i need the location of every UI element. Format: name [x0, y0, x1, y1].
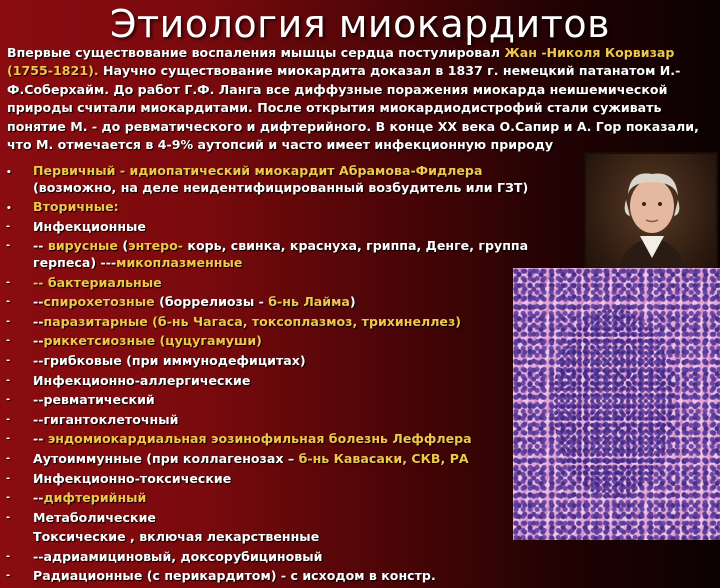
list-item-text: Первичный - идиопатический миокардит Абрамова-Фидлера — [33, 163, 483, 178]
list-item — [6, 431, 566, 448]
dash-marker: - — [6, 550, 11, 562]
list-item-text: -- — [33, 490, 44, 506]
list-item — [6, 353, 566, 370]
list-item-text: корь, свинка, краснуха, гриппа, Денге, группа герпеса) --- — [33, 238, 529, 270]
list-item-text: -- — [33, 333, 44, 349]
list-item-text: --грибковые (при иммунодефицитах) — [33, 352, 306, 368]
list-item — [6, 314, 566, 331]
list-item — [6, 163, 566, 196]
list-item-text: -- — [33, 238, 48, 254]
list-item-text: спирохетозные — [43, 294, 155, 310]
dash-marker: - — [6, 433, 11, 445]
list-item-text: Инфекционно-токсические — [33, 470, 232, 486]
list-item-text: -- — [33, 294, 44, 310]
inflammatory-infiltrate — [553, 308, 673, 498]
portrait-image — [584, 152, 718, 284]
list-item-text: эндомиокардиальная эозинофильная болезнь Леффлера — [47, 431, 472, 447]
list-item-text: энтеро- — [128, 238, 184, 254]
list-item-text: Инфекционные — [33, 218, 146, 234]
dash-marker: - — [6, 240, 11, 252]
list-item — [6, 219, 566, 236]
list-item-text: дифтерийный — [43, 490, 147, 506]
bullet-icon: • — [6, 168, 12, 178]
slide-title: Этиология миокардитов — [110, 2, 610, 46]
list-item — [6, 373, 566, 390]
list-item — [6, 238, 566, 271]
list-item-text: (боррелиозы - — [154, 294, 269, 310]
dash-marker: - — [6, 511, 11, 523]
dash-marker: - — [6, 472, 11, 484]
dash-marker: - — [6, 296, 11, 308]
dash-marker: - — [6, 374, 11, 386]
intro-text-2: Научно существование миокардита доказал в 1837 г. немецкий патанатом И.-Ф.Соберхайм. До работ Г.Ф. Ланга все диффузные поражения миокарда неишемической природы считали миокардитами. После открытия миокардиодистрофий стали суживать понятие М. - до ревматического и дифтерийного. В конце ХХ века О.Сапир и А. Гор показали, что М. отмечается в 4-9% аутопсий и часто имеет инфекционную природу — [7, 63, 699, 153]
list-item-text: --адриамициновый, доксорубициновый — [33, 548, 323, 564]
intro-paragraph — [7, 44, 713, 154]
list-item-text: б-нь Кавасаки, СКВ, РА — [298, 450, 469, 466]
list-item-text: Инфекционно-аллергические — [33, 372, 251, 388]
list-item — [6, 568, 566, 585]
list-item-text: Токсические , включая лекарственные — [33, 529, 320, 545]
list-item-text: (возможно, на деле неидентифицированный возбудитель или ГЗТ) — [33, 179, 529, 195]
dash-marker: - — [6, 276, 11, 288]
list-item-text: вирусные — [47, 238, 118, 254]
list-item — [6, 471, 566, 488]
list-item — [6, 333, 566, 350]
dash-marker: - — [6, 335, 11, 347]
list-item — [6, 529, 566, 546]
list-item-text: Вторичные: — [33, 199, 119, 215]
list-item — [6, 199, 566, 216]
dash-marker: - — [6, 315, 11, 327]
list-item — [6, 451, 566, 468]
list-item-text: --гигантоклеточный — [33, 411, 179, 427]
list-item-text: ( — [117, 238, 129, 254]
list-item — [6, 275, 566, 292]
dash-marker: - — [6, 452, 11, 464]
dash-marker: - — [6, 570, 11, 582]
dash-marker: - — [6, 413, 11, 425]
bullet-icon: • — [6, 204, 12, 215]
list-item-text: риккетсиозные (цуцугамуши) — [43, 333, 262, 349]
list-item — [6, 490, 566, 507]
list-item-text: Метаболические — [33, 509, 156, 525]
list-item-text: -- — [33, 431, 48, 447]
dash-marker: - — [6, 492, 11, 504]
list-item-text: -- бактериальные — [33, 274, 162, 290]
intro-name-highlight: Жан -Николя Корвизар (1755-1821). — [7, 45, 675, 79]
list-item — [6, 412, 566, 429]
list-item-text: Аутоиммунные (при коллагенозах – — [33, 450, 299, 466]
list-item — [6, 392, 566, 409]
list-item-text: микоплазменные — [116, 254, 243, 270]
dash-marker: - — [6, 394, 11, 406]
list-item-text: паразитарные (б-нь Чагаса, токсоплазмоз, трихинеллез) — [43, 313, 462, 329]
list-item — [6, 510, 566, 527]
dash-marker: - — [6, 354, 11, 366]
intro-text-1: Впервые существование воспаления мышцы сердца постулировал — [7, 45, 505, 60]
portrait-illustration — [586, 154, 716, 282]
list-item-text: -- — [33, 313, 44, 329]
list-item — [6, 294, 566, 311]
etiology-list — [6, 163, 566, 588]
list-item-text: Радиационные (с перикардитом) - с исходом в констр. — [33, 568, 436, 584]
list-item-text: ) — [349, 294, 356, 310]
list-item — [6, 549, 566, 566]
dash-marker: - — [6, 220, 11, 232]
list-item-text: --ревматический — [33, 392, 155, 408]
list-item-text: б-нь Лайма — [268, 294, 350, 310]
